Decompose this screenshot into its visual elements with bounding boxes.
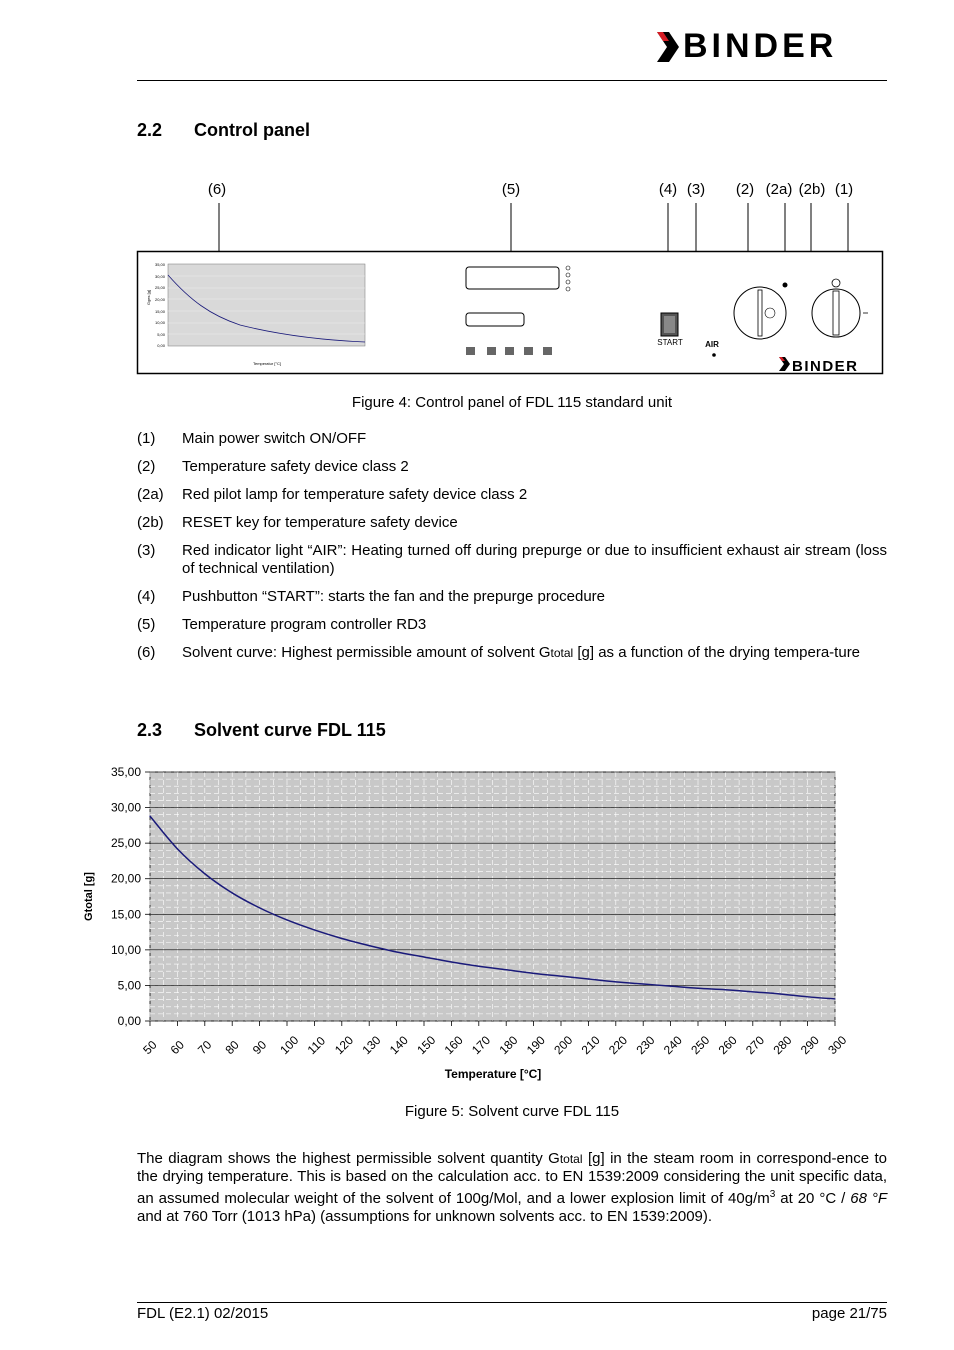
footer-document-id: FDL (E2.1) 02/2015 <box>137 1305 269 1322</box>
callout-1: (1) <box>834 181 854 198</box>
y-tick-label: 5,00 <box>117 978 141 993</box>
panel-chart-xlabel: Temperatur [°C] <box>252 361 282 366</box>
header-rule <box>137 80 887 81</box>
brand-logo <box>655 27 887 65</box>
panel-chart-ytick: 30,00 <box>154 274 165 279</box>
legend-item <box>137 616 887 634</box>
legend-text: Main power switch ON/OFF <box>182 430 367 447</box>
legend-item <box>137 588 887 606</box>
paragraph-text: and at 760 Torr (1013 hPa) (assumptions for unknown solvents acc. to EN 1539:2009). <box>137 1208 713 1225</box>
x-tick-label: 190 <box>523 1033 548 1058</box>
x-tick-label: 270 <box>743 1033 768 1058</box>
data-point <box>423 956 424 957</box>
footer-rule <box>137 1302 887 1303</box>
paragraph-subscript: total <box>559 1152 583 1166</box>
y-tick-label: 35,00 <box>110 765 141 779</box>
panel-chart-ytick: 25,00 <box>154 285 165 290</box>
x-tick-label: 170 <box>469 1033 494 1058</box>
control-panel-figure <box>130 175 890 380</box>
data-point <box>149 816 150 817</box>
air-indicator-light <box>712 353 716 357</box>
callout-6: (6) <box>207 181 227 198</box>
legend-item <box>137 458 887 476</box>
x-tick-label: 180 <box>496 1033 521 1058</box>
x-tick-label: 290 <box>797 1033 822 1058</box>
figure-5-caption: Figure 5: Solvent curve FDL 115 <box>404 1103 620 1120</box>
legend-item <box>137 644 887 662</box>
legend-item <box>137 514 887 532</box>
chart-x-axis <box>140 1021 849 1057</box>
section-title: Control panel <box>194 120 310 140</box>
footer-page-number: page 21/75 <box>811 1305 887 1322</box>
panel-chart-ytick: 5,00 <box>157 332 165 337</box>
section-number: 2.2 <box>137 120 163 140</box>
data-point <box>780 993 781 994</box>
data-point <box>643 983 644 984</box>
paragraph-superscript: 3 <box>769 1189 776 1200</box>
legend-key: (2) <box>137 458 156 475</box>
legend-text: Red indicator light “AIR”: Heating turned off during prepurge or due to insufficient exhaust air stream (loss of technical ventilation) <box>182 542 887 577</box>
x-tick-label: 70 <box>195 1037 215 1058</box>
x-tick-label: 220 <box>606 1033 631 1058</box>
data-point <box>506 969 507 970</box>
panel-chart-ytick: 20,00 <box>154 297 165 302</box>
data-point <box>177 848 178 849</box>
power-off-icon <box>832 279 840 287</box>
chart-x-axis-label: Temperature [°C] <box>444 1067 542 1081</box>
legend-key: (3) <box>137 542 156 559</box>
x-tick-label: 100 <box>277 1033 302 1058</box>
legend-key: (2b) <box>137 514 164 531</box>
legend-item <box>137 430 887 448</box>
legend-key: (5) <box>137 616 156 633</box>
panel-chart-ytick: 15,00 <box>154 309 165 314</box>
x-tick-label: 90 <box>249 1037 270 1058</box>
legend-item <box>137 542 887 578</box>
callout-2b: (2b) <box>798 181 826 198</box>
brand-chevron-icon <box>655 30 681 64</box>
data-point <box>533 973 534 974</box>
panel-brand: BINDER <box>792 358 859 375</box>
chart-y-axis-label: Gtotal [g] <box>83 872 95 921</box>
legend-text: RESET key for temperature safety device <box>182 514 458 531</box>
data-point <box>204 873 205 874</box>
x-tick-label: 280 <box>770 1033 795 1058</box>
x-tick-label: 150 <box>414 1033 439 1058</box>
x-tick-label: 60 <box>167 1037 187 1058</box>
legend-text: Pushbutton “START”: starts the fan and the prepurge procedure <box>182 588 606 605</box>
section-heading-solvent-curve <box>137 720 386 741</box>
start-label: START <box>657 338 683 347</box>
x-tick-label: 110 <box>304 1033 329 1058</box>
paragraph-text: [g] in the steam room in correspond-ence to the drying temperature. This is based on the calculation acc. to EN 1539:2009 considering the unit specific data, an assumed molecular weight of the solvent of 100g/Mol, and a lower explosion limit of 40g/m <box>137 1150 887 1207</box>
data-point <box>232 892 233 893</box>
x-tick-label: 80 <box>222 1037 242 1058</box>
callout-2a: (2a) <box>765 181 793 198</box>
data-point <box>834 998 835 999</box>
section-number: 2.3 <box>137 720 163 740</box>
callout-5: (5) <box>501 181 521 198</box>
panel-chart-ytick: 10,00 <box>154 320 165 325</box>
legend-key: (2a) <box>137 486 164 503</box>
paragraph-text: The diagram shows the highest permissible solvent quantity G <box>137 1150 560 1167</box>
panel-chart-ytick: 0,00 <box>157 343 165 348</box>
legend-key: (1) <box>137 430 156 447</box>
legend-text-part: [g] as a function of the drying tempera-ture <box>573 644 861 661</box>
x-tick-label: 230 <box>633 1033 658 1058</box>
data-point <box>697 988 698 989</box>
x-tick-label: 260 <box>715 1033 740 1058</box>
data-point <box>725 989 726 990</box>
brand-name: BINDER <box>683 27 838 65</box>
legend-item <box>137 486 887 504</box>
callout-4: (4) <box>658 181 678 198</box>
panel-chart-ylabel: Gges [g] <box>146 289 151 305</box>
reset-key-icon[interactable] <box>765 308 775 318</box>
pilot-lamp-icon <box>783 283 788 288</box>
data-point <box>286 919 287 920</box>
solvent-curve-chart <box>70 760 870 1090</box>
legend-text: Temperature safety device class 2 <box>182 458 409 475</box>
legend-key: (6) <box>137 644 156 661</box>
section-heading-control-panel <box>137 120 310 141</box>
x-tick-label: 240 <box>660 1033 685 1058</box>
y-tick-label: 25,00 <box>110 836 141 851</box>
start-button-face <box>664 316 675 333</box>
y-tick-label: 10,00 <box>110 942 141 957</box>
data-point <box>314 929 315 930</box>
data-point <box>752 991 753 992</box>
air-label: AIR <box>705 340 719 349</box>
data-point <box>259 907 260 908</box>
x-tick-label: 210 <box>578 1033 603 1058</box>
data-point <box>588 978 589 979</box>
y-tick-label: 20,00 <box>110 871 141 886</box>
callout-2: (2) <box>735 181 755 198</box>
x-tick-label: 50 <box>140 1037 160 1058</box>
description-paragraph <box>137 1150 887 1226</box>
legend-text-part: Solvent curve: Highest permissible amount of solvent G <box>182 644 551 661</box>
x-tick-label: 160 <box>441 1033 466 1058</box>
x-tick-label: 200 <box>551 1033 576 1058</box>
data-point <box>396 951 397 952</box>
data-point <box>670 986 671 987</box>
data-point <box>807 996 808 997</box>
x-tick-label: 120 <box>332 1033 357 1058</box>
x-tick-label: 300 <box>825 1033 850 1058</box>
legend-text <box>182 644 860 661</box>
data-point <box>369 945 370 946</box>
y-tick-label: 30,00 <box>110 800 141 815</box>
data-point <box>341 938 342 939</box>
y-tick-label: 0,00 <box>117 1014 141 1028</box>
controller-display-upper <box>466 267 559 289</box>
panel-chart-ytick: 35,00 <box>154 262 165 267</box>
legend-text: Red pilot lamp for temperature safety device class 2 <box>182 486 528 503</box>
data-point <box>451 961 452 962</box>
x-tick-label: 130 <box>359 1033 384 1058</box>
data-point <box>615 981 616 982</box>
data-point <box>478 966 479 967</box>
controller-display-lower <box>466 313 524 326</box>
control-panel-legend <box>137 430 887 662</box>
paragraph-italic: 68 °F <box>850 1190 888 1207</box>
chart-y-axis <box>111 765 150 1028</box>
legend-key: (4) <box>137 588 156 605</box>
x-tick-label: 250 <box>688 1033 713 1058</box>
section-title: Solvent curve FDL 115 <box>194 720 386 740</box>
legend-text: Temperature program controller RD3 <box>182 616 427 633</box>
y-tick-label: 15,00 <box>110 907 141 922</box>
data-point <box>560 976 561 977</box>
legend-text-subscript: total <box>550 646 574 660</box>
paragraph-text: at 20 °C / <box>775 1190 851 1207</box>
figure-4-caption: Figure 4: Control panel of FDL 115 standard unit <box>351 394 673 411</box>
x-tick-label: 140 <box>386 1033 411 1058</box>
callout-3: (3) <box>686 181 706 198</box>
